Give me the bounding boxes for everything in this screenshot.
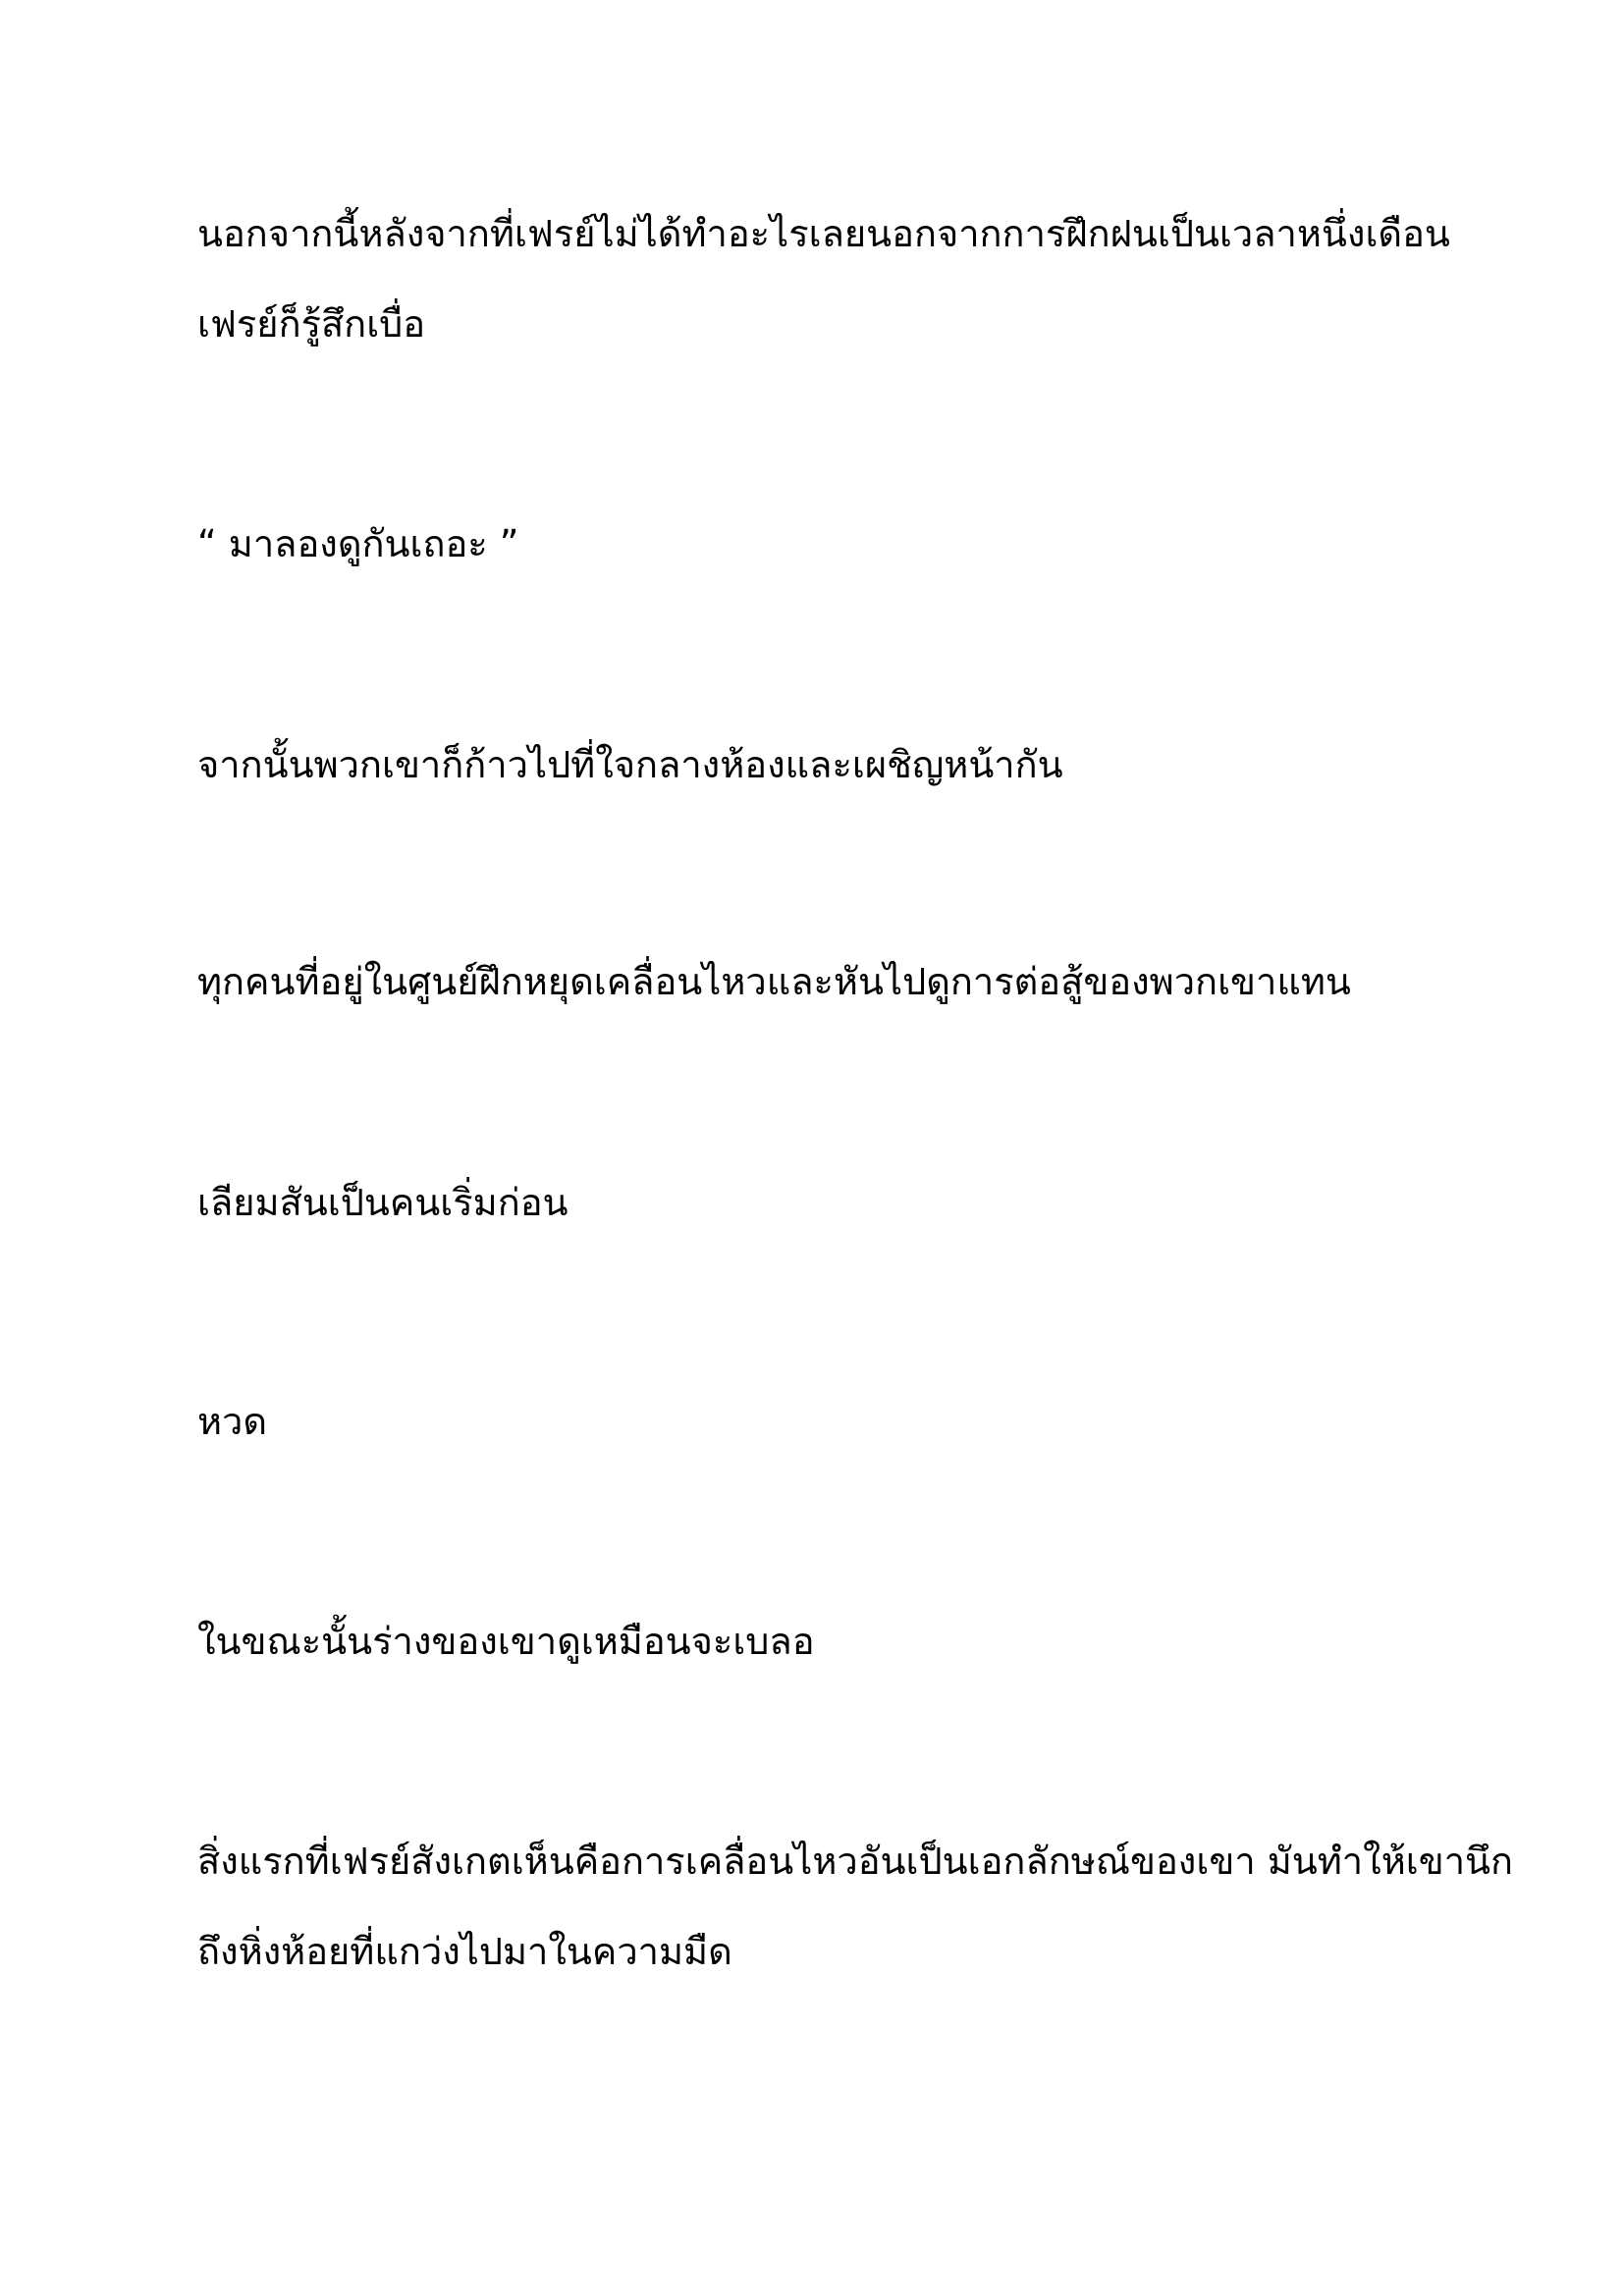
paragraph-8-line-1: สิ่งแรกที่เฟรย์สังเกตเห็นคือการเคลื่อนไหวอันเป็นเอกลักษณ์ของเขา มันทำให้เขานึก [197,1840,1514,1883]
paragraph-2-line-1: “ มาลองดูกันเถอะ ” [197,522,519,565]
paragraph-7 [197,1596,1474,1686]
paragraph-4 [197,936,1474,1027]
paragraph-5 [197,1157,1474,1248]
paragraph-1-line-1: นอกจากนี้หลังจากที่เฟรย์ไม่ได้ทำอะไรเลยนอกจากการฝึกฝนเป็นเวลาหนึ่งเดือน [197,212,1450,255]
paragraph-3-line-1: จากนั้นพวกเขาก็ก้าวไปที่ใจกลางห้องและเผชิญหน้ากัน [197,743,1063,786]
paragraph-1-line-2: เฟรย์ก็รู้สึกเบื่อ [197,302,426,346]
paragraph-6 [197,1376,1474,1467]
paragraph-4-line-1: ทุกคนที่อยู่ในศูนย์ฝึกหยุดเคลื่อนไหวและหันไปดูการต่อสู้ของพวกเขาแทน [197,960,1351,1003]
paragraph-8-line-2: ถึงหิ่งห้อยที่แกว่งไปมาในความมืด [197,1930,732,1973]
paragraph-2 [197,499,1474,589]
paragraph-6-line-1: หวด [197,1400,268,1443]
paragraph-3 [197,720,1474,810]
paragraph-1 [197,188,1474,369]
paragraph-8 [197,1816,1514,1997]
paragraph-5-line-1: เลียมสันเป็นคนเริ่มก่อน [197,1181,568,1224]
paragraph-7-line-1: ในขณะนั้นร่างของเขาดูเหมือนจะเบลอ [197,1620,815,1663]
